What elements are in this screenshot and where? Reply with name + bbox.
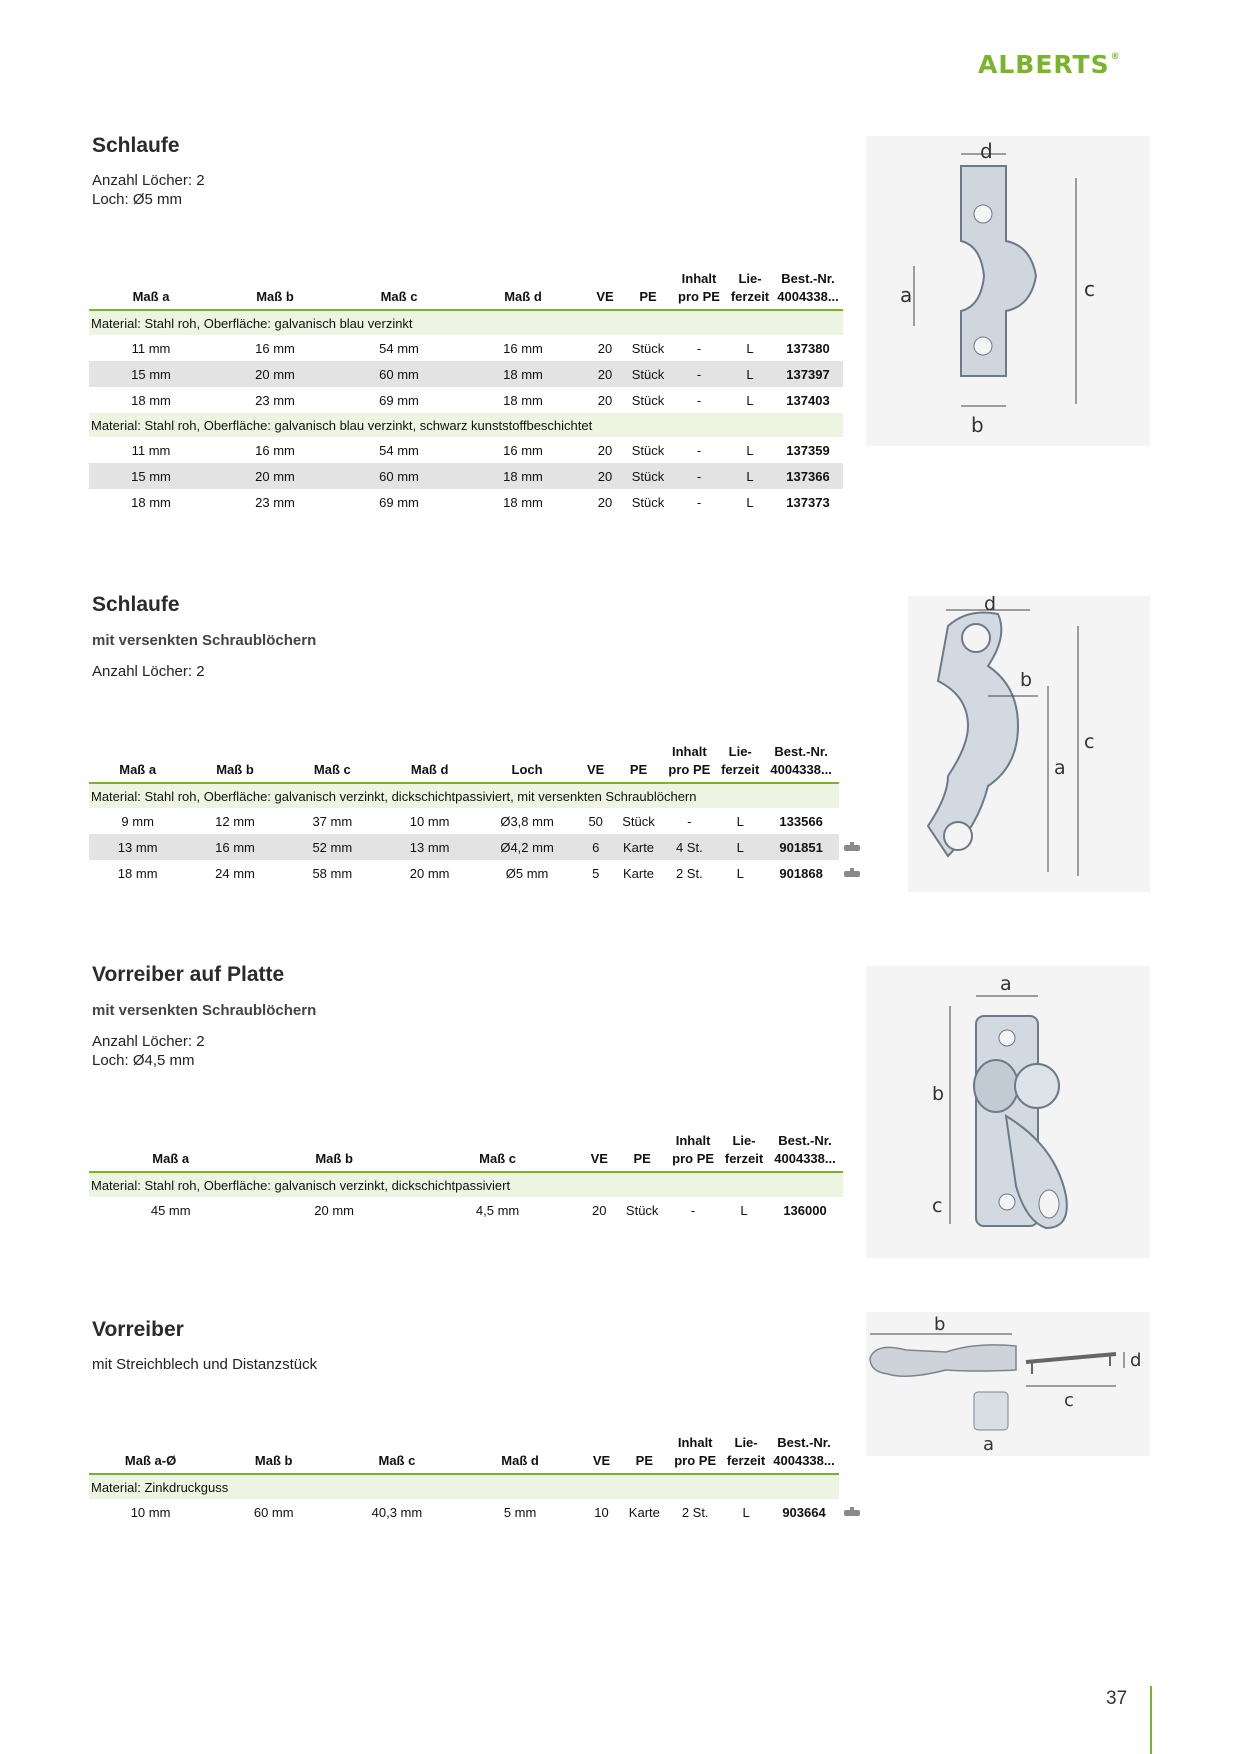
table-row: 10 mm 60 mm 40,3 mm 5 mm 10 Karte 2 St. L 903664 (89, 1499, 865, 1525)
material-row: Material: Stahl roh, Oberfläche: galvanisch verzinkt, dickschichtpassiviert (89, 1172, 843, 1197)
dimension-label: a (983, 1434, 995, 1455)
section-subtitle: mit versenkten Schraublöchern (92, 1002, 317, 1019)
table-row: 15 mm 20 mm 60 mm 18 mm 20 Stück - L 137397 (89, 361, 843, 387)
material-row: Material: Stahl roh, Oberfläche: galvanisch blau verzinkt (89, 310, 843, 335)
dimension-label: b (1020, 669, 1033, 691)
dimension-label: c (1084, 731, 1095, 753)
product-table (89, 270, 843, 515)
dimension-label: b (932, 1083, 945, 1105)
page-number: 37 (1106, 1688, 1128, 1709)
product-image-vorreiber-platte (866, 966, 1150, 1258)
table-row: 15 mm 20 mm 60 mm 18 mm 20 Stück - L 137366 (89, 463, 843, 489)
product-table (89, 1132, 843, 1223)
section-subtitle: mit versenkten Schraublöchern (92, 632, 317, 649)
section-info: mit Streichblech und Distanzstück (92, 1356, 318, 1373)
page-number-bar (1150, 1686, 1152, 1754)
table-row: 13 mm 16 mm 52 mm 13 mm Ø4,2 mm 6 Karte 4 St. L 901851 (89, 834, 865, 860)
table-row: 18 mm 23 mm 69 mm 18 mm 20 Stück - L 137373 (131, 494, 830, 510)
dimension-label: b (971, 413, 984, 437)
dimension-label: a (1000, 973, 1012, 995)
product-image-vorreiber (866, 1312, 1150, 1456)
table-row: 11 mm 16 mm 54 mm 16 mm 20 Stück - L 137380 (131, 340, 830, 356)
dimension-label: c (1064, 1390, 1074, 1411)
material-row: Material: Stahl roh, Oberfläche: galvanisch verzinkt, dickschichtpassiviert, mit versenkten Schraublöchern (89, 783, 865, 808)
product-table (89, 743, 865, 886)
table-row: 18 mm 24 mm 58 mm 20 mm Ø5 mm 5 Karte 2 St. L 901868 (89, 860, 865, 886)
table-row: 18 mm 23 mm 69 mm 18 mm 20 Stück - L 137403 (131, 392, 830, 408)
section-title: Schlaufe (92, 134, 180, 157)
material-row: Material: Stahl roh, Oberfläche: galvanisch blau verzinkt, schwarz kunststoffbeschichtet (89, 413, 843, 437)
section-info: Anzahl Löcher: 2 Loch: Ø4,5 mm (92, 1033, 205, 1069)
table-row: 11 mm 16 mm 54 mm 16 mm 20 Stück - L 137359 (131, 442, 830, 458)
hang-card-icon (844, 871, 860, 877)
section-title: Vorreiber auf Platte (92, 963, 285, 986)
product-table (89, 1434, 865, 1525)
dimension-label: d (980, 139, 993, 163)
table-header: Maß a-Ø Maß b Maß c Maß d VE PE Inhalt pro PE Lie- ferzeit Best.-Nr. 4004338... (89, 1434, 865, 1474)
section-title: Vorreiber (92, 1318, 184, 1341)
table-header: Maß a Maß b Maß c Maß d VE PE Inhalt pro PE Lie- ferzeit Best.-Nr. 4004338... (89, 270, 843, 310)
dimension-label: a (1054, 757, 1066, 779)
dimension-label: d (984, 596, 997, 615)
dimension-label: c (932, 1195, 943, 1217)
dimension-label: b (934, 1314, 946, 1335)
table-header: Maß a Maß b Maß c VE PE Inhalt pro PE Lie- ferzeit Best.-Nr. 4004338... (89, 1132, 843, 1172)
section-title: Schlaufe (92, 593, 180, 616)
material-row: Material: Zinkdruckguss (89, 1474, 865, 1499)
table-row: 45 mm 20 mm 4,5 mm 20 Stück - L 136000 (150, 1202, 827, 1218)
table-row: 9 mm 12 mm 37 mm 10 mm Ø3,8 mm 50 Stück - L 133566 (89, 808, 865, 834)
table-header: Maß a Maß b Maß c Maß d Loch VE PE Inhalt pro PE Lie- ferzeit Best.-Nr. 4004338... (89, 743, 865, 783)
hang-card-icon (844, 845, 860, 851)
dimension-label: d (1130, 1350, 1142, 1371)
hang-card-icon (844, 1510, 860, 1516)
section-info: Anzahl Löcher: 2 (92, 663, 205, 680)
dimension-label: c (1084, 277, 1095, 301)
section-info: Anzahl Löcher: 2 Loch: Ø5 mm (92, 172, 205, 208)
dimension-label: a (900, 283, 913, 307)
product-image-schlaufe-versenkt (908, 596, 1150, 892)
brand-logo: ALBERTS® (978, 50, 1121, 79)
product-image-schlaufe (866, 136, 1150, 446)
